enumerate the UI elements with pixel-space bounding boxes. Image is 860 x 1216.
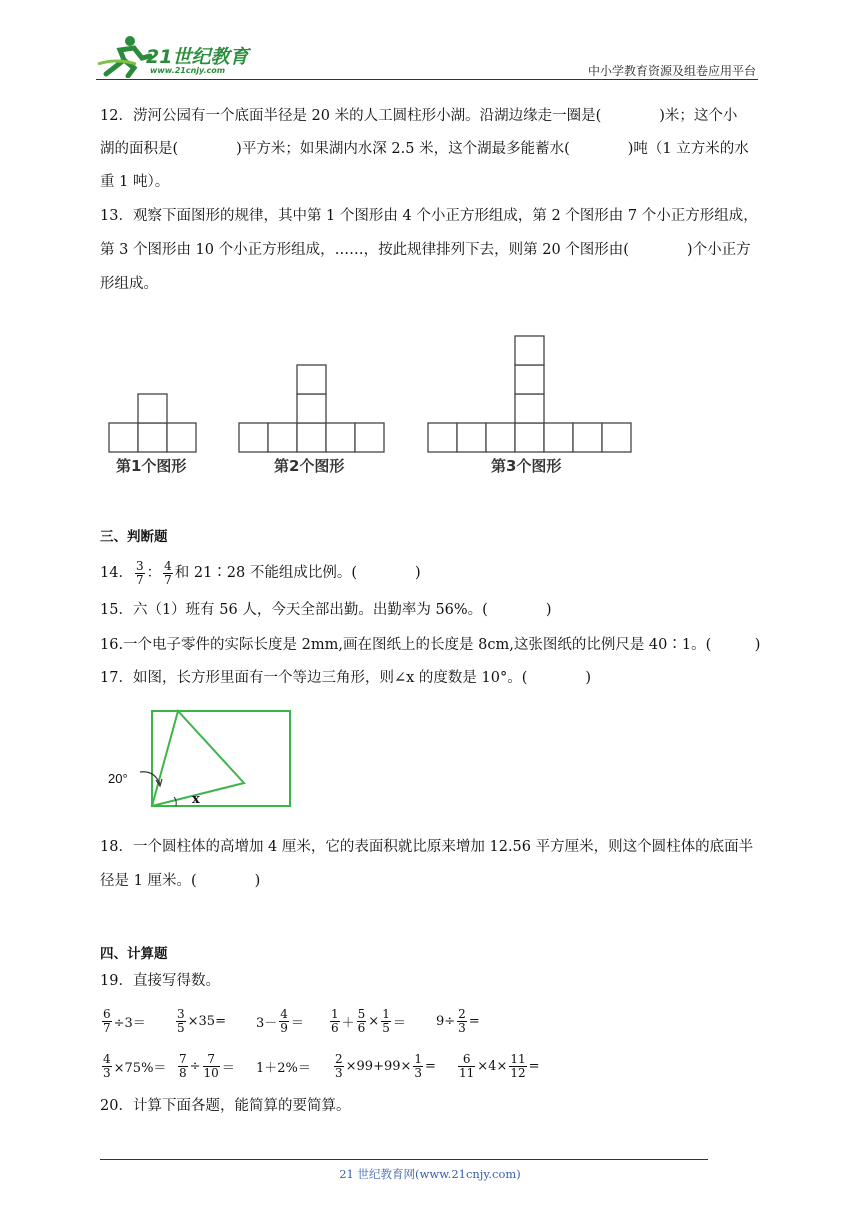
q17-text: 17．如图，长方形里面有一个等边三角形，则∠x 的度数是 10°。( ) xyxy=(100,670,592,686)
calc-r1c2: $\frac{3}{5}$ ×35= xyxy=(177,1006,226,1035)
q15-text: 15．六（1）班有 56 人，今天全部出勤。出勤率为 56%。( ) xyxy=(100,602,552,618)
q18-line2: 径是 1 厘米。( ) xyxy=(100,873,261,889)
calc-r1c3: 3－ $\frac{4}{9}$ ＝ xyxy=(256,1006,304,1035)
q13-line3: 形组成。 xyxy=(100,276,158,292)
calc-r1c5: 9÷ $\frac{2}{3}$ = xyxy=(436,1006,480,1035)
calc-r2c3: 1＋2%＝ xyxy=(256,1060,311,1076)
q14-number: 14． xyxy=(100,564,133,581)
header-divider xyxy=(96,79,758,80)
q14-text: 和 21∶28 不能组成比例。( ) xyxy=(174,564,421,581)
q16-text: 16.一个电子零件的实际长度是 2mm,画在图纸上的长度是 8cm,这张图纸的比例尺是 40∶1。( ) xyxy=(100,637,761,653)
q12-line1: 12．涝河公园有一个底面半径是 20 米的人工圆柱形小湖。沿湖边缘走一圈是( )米；这个小 xyxy=(100,108,738,124)
calc-r2c5: $\frac{6}{11}$ ×4× $\frac{11}{12}$ = xyxy=(459,1051,540,1080)
q14-fraction-2: $\frac{4}{7}$ xyxy=(164,558,172,587)
angle-x-label: x xyxy=(192,792,200,807)
q14-ratio-colon: ： xyxy=(146,564,162,581)
footer-divider xyxy=(100,1159,708,1160)
footer-text: 21 世纪教育网(www.21cnjy.com) xyxy=(339,1167,521,1181)
rectangle-triangle-figure xyxy=(100,700,300,812)
calc-r2c4: $\frac{2}{3}$ ×99+99× $\frac{1}{3}$ = xyxy=(335,1051,436,1080)
q12-line2: 湖的面积是( )平方米；如果湖内水深 2.5 米，这个湖最多能蓄水( )吨（1 立方米的水 xyxy=(100,141,749,157)
q20-text: 20．计算下面各题，能简算的要简算。 xyxy=(100,1098,351,1114)
section3-title: 三、判断题 xyxy=(100,529,168,545)
q14 xyxy=(100,556,421,590)
q18-line1: 18．一个圆柱体的高增加 4 厘米，它的表面积就比原来增加 12.56 平方厘米，则这个圆柱体的底面半 xyxy=(100,839,754,855)
angle-20-label: 20° xyxy=(108,771,128,786)
calc-r1c1: $\frac{6}{7}$ ÷3＝ xyxy=(103,1006,146,1035)
calc-r1c4: $\frac{1}{6}$ ＋ $\frac{5}{6}$ × $\frac{1}{5}$ ＝ xyxy=(331,1006,406,1035)
logo-text: 21世纪教育 xyxy=(146,46,249,68)
calc-r2c1: $\frac{4}{3}$ ×75%＝ xyxy=(103,1051,167,1080)
calc-r2c2: $\frac{7}{8}$ ÷ $\frac{7}{10}$ ＝ xyxy=(179,1051,235,1080)
q19-text: 19．直接写得数。 xyxy=(100,973,220,989)
q13-line1: 13．观察下面图形的规律，其中第 1 个图形由 4 个小正方形组成，第 2 个图形由 7 个小正方形组成， xyxy=(100,208,758,224)
pattern-label-3: 第3个图形 xyxy=(491,457,562,475)
header-platform-text: 中小学教育资源及组卷应用平台 xyxy=(587,64,756,78)
pattern-label-2: 第2个图形 xyxy=(274,457,345,475)
section4-title: 四、计算题 xyxy=(100,946,168,962)
pattern-label-1: 第1个图形 xyxy=(116,457,187,475)
q14-fraction-1: $\frac{3}{7}$ xyxy=(135,558,144,587)
logo-url: www.21cnjy.com xyxy=(150,66,226,75)
q13-line2: 第 3 个图形由 10 个小正方形组成，……，按此规律排列下去，则第 20 个图形由( )个小正方 xyxy=(100,242,751,258)
q12-line3: 重 1 吨）。 xyxy=(100,174,170,190)
